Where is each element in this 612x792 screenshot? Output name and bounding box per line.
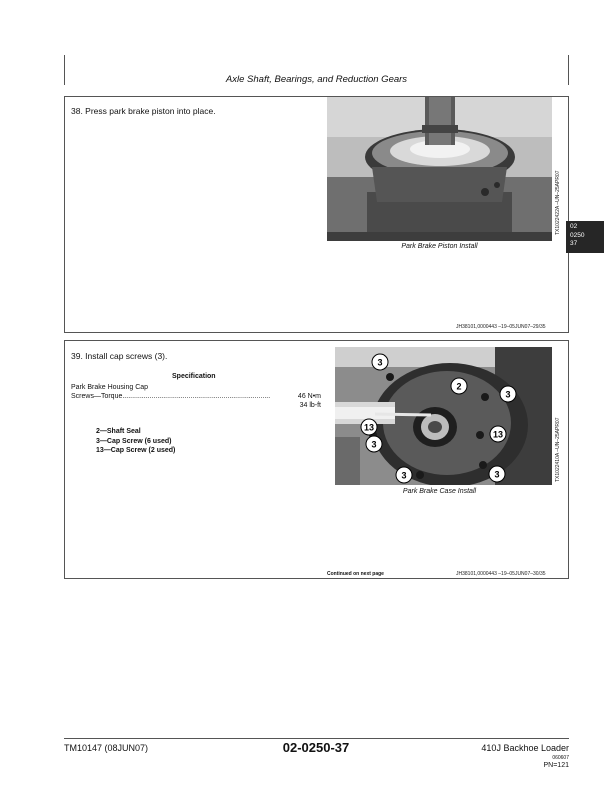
footer-machine-name: 410J Backhoe Loader	[481, 743, 569, 753]
footer-small-code: 060607	[552, 755, 569, 761]
callout-label: 13	[492, 429, 504, 440]
block2-right-border	[568, 340, 569, 578]
callout-3d	[396, 467, 412, 483]
step-39-text: 39. Install cap screws (3).	[71, 351, 168, 361]
callout-legend	[96, 427, 175, 456]
step-38-doc-id: JH38101,0000443 –19–05JUN07–29/35	[456, 324, 546, 330]
callout-label: 3	[505, 389, 511, 400]
step-39-caption: Park Brake Case Install	[402, 488, 477, 495]
section-tab-line1: 02	[570, 223, 578, 230]
spec-title: Specification	[172, 373, 216, 380]
callout-label: 3	[371, 439, 377, 450]
block1-right-border	[568, 96, 569, 332]
callout-3e	[489, 466, 505, 482]
block2-left-border	[64, 340, 65, 578]
section-tab	[566, 221, 604, 253]
block2-top-border	[64, 340, 569, 341]
callout-13b	[490, 426, 506, 442]
spec-line1: Park Brake Housing Cap	[71, 384, 149, 391]
park-brake-piston-photo	[327, 97, 552, 241]
spec-block	[71, 383, 321, 410]
spec-row	[71, 392, 321, 401]
footer-pn: PN=121	[543, 762, 569, 769]
spec-value-metric: 46 N•m	[297, 393, 321, 400]
footer-page-number: 02-0250-37	[282, 740, 350, 755]
section-header	[64, 74, 569, 85]
section-tab-line2: 0250	[570, 231, 585, 239]
callout-label: 13	[363, 422, 375, 433]
legend-item: 2—Shaft Seal	[96, 428, 141, 435]
callout-3a	[372, 354, 388, 370]
callout-label: 3	[377, 357, 383, 368]
block1-bottom-border	[64, 332, 569, 333]
callout-2	[451, 378, 467, 394]
spec-value-imperial: 34 lb-ft	[299, 402, 321, 409]
legend-item: 3—Cap Screw (6 used)	[96, 437, 172, 445]
footer-rule	[64, 738, 569, 739]
section-tab-line3: 37	[570, 240, 578, 247]
callout-3b	[500, 386, 516, 402]
spec-leader-dots: ............................................................................	[122, 393, 271, 400]
step-39-image-id: TX1022410A –UN–25APR07	[555, 417, 561, 482]
footer-manual-id: TM10147 (08JUN07)	[64, 743, 149, 753]
step-39-doc-id: JH38101,0000443 –19–05JUN07–30/35	[456, 571, 546, 577]
step-38-image-id: TX1022422A –UN–25APR07	[555, 170, 561, 235]
block2-bottom-border	[64, 578, 569, 579]
step-38-text: 38. Press park brake piston into place.	[71, 106, 216, 116]
callout-13a	[361, 419, 377, 435]
step-38-caption: Park Brake Piston Install	[401, 243, 478, 250]
spec-line2: Screws—Torque	[71, 393, 123, 400]
park-brake-case-photo	[335, 347, 552, 485]
callout-label: 3	[401, 470, 407, 481]
callout-label: 2	[456, 381, 462, 392]
continued-note: Continued on next page	[327, 571, 384, 577]
park-brake-piston-illustration	[327, 97, 552, 241]
section-title: Axle Shaft, Bearings, and Reduction Gears	[225, 74, 408, 85]
callout-3c	[366, 436, 382, 452]
legend-item: 13—Cap Screw (2 used)	[96, 447, 176, 454]
block1-left-border	[64, 96, 65, 332]
callout-overlay	[335, 347, 552, 485]
callout-label: 3	[494, 469, 500, 480]
